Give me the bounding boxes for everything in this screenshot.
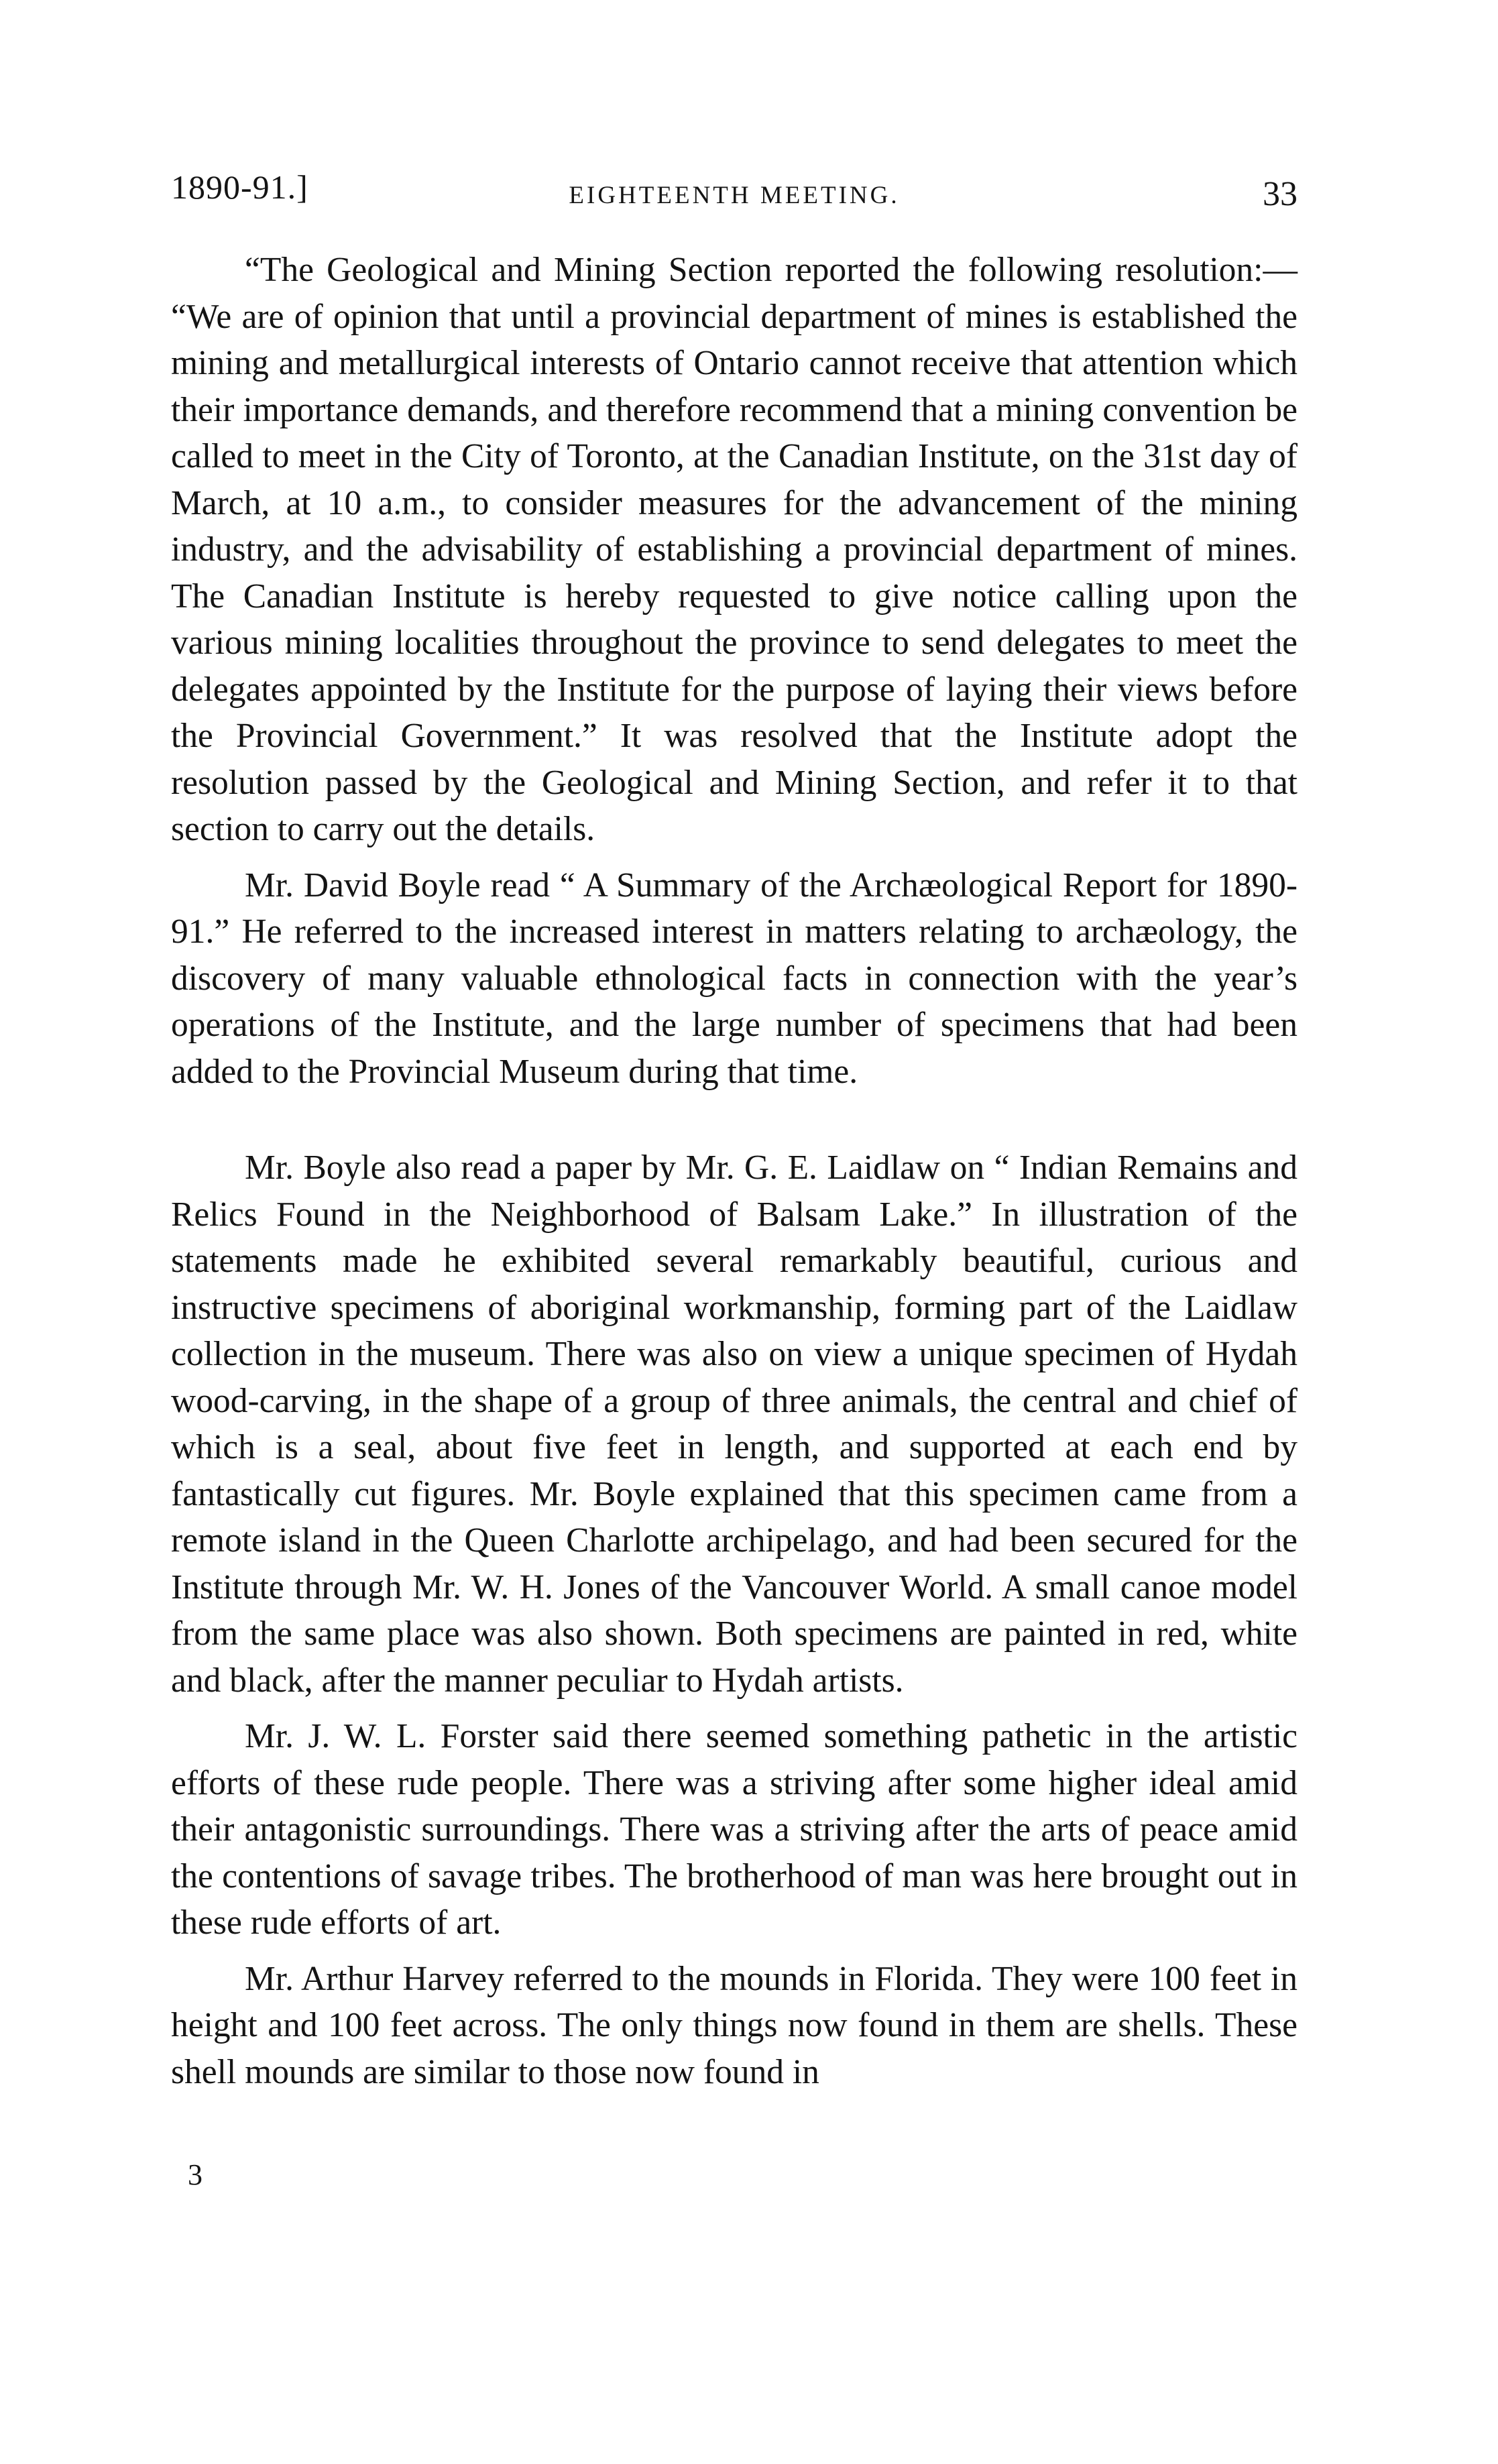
paragraph-resolution: “The Geological and Mining Section reported the following resolution:— “We are of opinion that until a provincial department of mines is established the mining and metallurgical interests of Ontario cannot receive that attention which their importance demands, and therefore recommend that a mining convention be called to meet in the City of Toronto, at the Canadian Institute, on the 31st day of March, at 10 a.m., to consider measures for the advancement of the mining industry, and the advisability of establishing a provincial department of mines. The Canadian Institute is hereby requested to give notice calling upon the various mining localities throughout the province to send delegates to meet the delegates appointed by the Institute for the purpose of laying their views before the Provincial Government.” It was resolved that the Institute adopt the resolution passed by the Geological and Mining Section, and refer it to that section to carry out the details. [171, 251, 1298, 848]
body-text [171, 247, 1298, 2095]
header-title: EIGHTEENTH MEETING. [569, 182, 900, 209]
paragraph-laidlaw-paper: Mr. Boyle also read a paper by Mr. G. E. Laidlaw on “ Indian Remains and Relics Found in the Neighborhood of Balsam Lake.” In illustration of the statements made he exhibited several remarkably beautiful, curious and instructive specimens of aboriginal workmanship, forming part of the Laidlaw collection in the museum. There was also on view a unique specimen of Hydah wood-carving, in the shape of a group of three animals, the central and chief of which is a seal, about five feet in length, and supported at each end by fantastically cut figures. Mr. Boyle explained that this specimen came from a remote island in the Queen Charlotte archipelago, and had been secured for the Institute through Mr. W. H. Jones of the Vancouver World. A small canoe model from the same place was also shown. Both specimens are painted in red, white and black, after the manner peculiar to Hydah artists. [171, 1149, 1298, 1700]
header-year: 1890-91.] [171, 168, 308, 206]
page-number: 33 [1263, 175, 1298, 213]
paragraph-harvey: Mr. Arthur Harvey referred to the mounds in Florida. They were 100 feet in height and 100 feet across. The only things now found in them are shells. These shell mounds are similar to those now found in [171, 1959, 1298, 2091]
paragraph-forster: Mr. J. W. L. Forster said there seemed something pathetic in the artistic efforts of these rude people. There was a striving after some higher ideal amid their antagonistic surroundings. There was a striving after the arts of peace amid the contentions of savage tribes. The brotherhood of man was here brought out in these rude efforts of art. [171, 1717, 1298, 1942]
signature-mark: 3 [188, 2158, 203, 2191]
paragraph-archaeological-report: Mr. David Boyle read “ A Summary of the Archæological Report for 1890-91.” He referred to the increased interest in matters relating to archæology, the discovery of many valuable ethnological facts in connection with the year’s operations of the Institute, and the large number of specimens that had been added to the Provincial Museum during that time. [171, 866, 1298, 1091]
running-header [171, 168, 1298, 228]
